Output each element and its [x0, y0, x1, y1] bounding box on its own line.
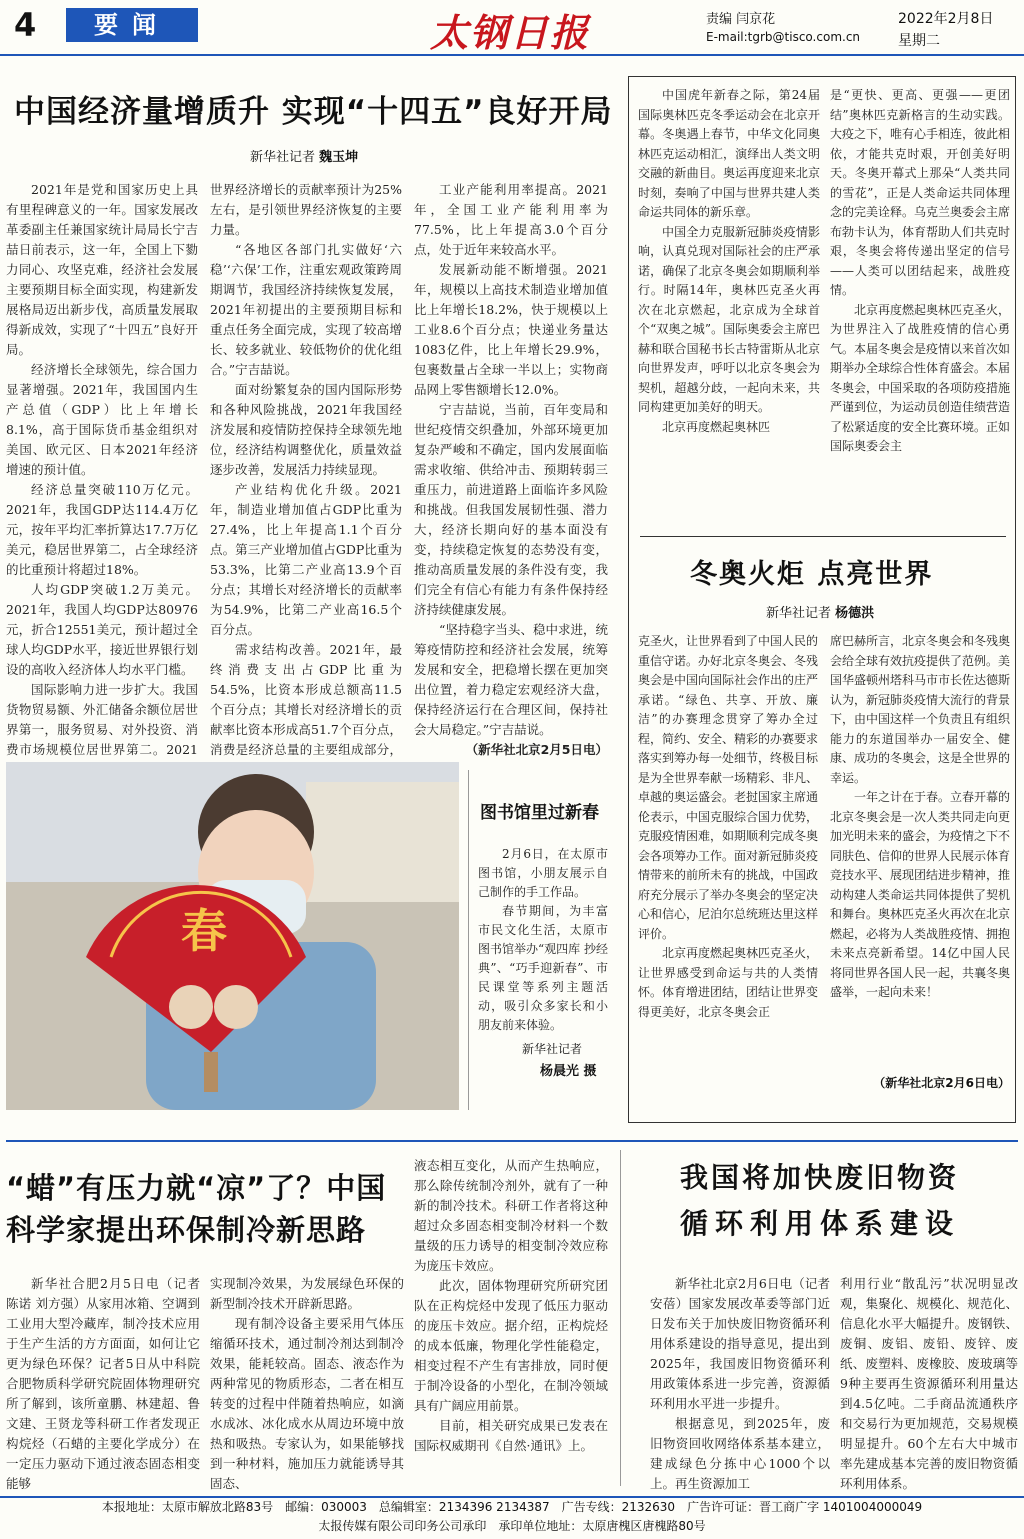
olympic-col1 [638, 86, 820, 522]
article2-dateline: （新华社北京2月6日电） [873, 1076, 1010, 1090]
paragraph: 春节期间，为丰富市民文化生活，太原市图书馆举办“观四库 抄经典”、“巧手迎新春”、市民课堂等系列主题活动，吸引众多家长和小朋友前来体验。 [478, 904, 608, 1032]
paragraph: 北京再度燃起奥林匹克圣火，让世界感受到命运与共的人类情怀。体育增进团结，团结让世界变得更美好，北京冬奥会正 [638, 946, 819, 1019]
paragraph: 需求结构改善。2021年，最终消费支出占GDP比重为54.5%，比资本形成总额高11.5个百分点；其增长对经济增长的贡献率比资本形成高51.7个百分点，消费是经济总量的主要组成部分， [210, 642, 402, 757]
paragraph: “各地区各部门扎实做好‘六稳’‘六保’工作，注重宏观政策跨周期调节，我国经济持续恢复发展，2021年初提出的主要预期目标和重点任务全面完成，实现了较高增长、较多就业、较低物价的优化组合。”宁吉喆说。 [210, 242, 402, 377]
fan-character: 春 [181, 904, 227, 958]
photo-credit-name: 杨晨光 摄 [540, 1064, 597, 1079]
paragraph: 利用行业“散乱污”状况明显改观，集聚化、规模化、规范化、信息化水平大幅提升。废钢铁、废铜、废铝、废铅、废锌、废纸、废塑料、废橡胶、废玻璃等9种主要再生资源循环利用量达到4.5亿吨。二手商品流通秩序和交易行为更加规范，交易规模明显提升。60个左右大中城市率先建成基本完善的废旧物资循环利用体系。 [840, 1276, 1018, 1491]
paragraph: 实现制冷效果，为发展绿色环保的新型制冷技术开辟新思路。 [210, 1276, 404, 1311]
photo-credit-prefix: 新华社记者 [522, 1042, 583, 1056]
paragraph: 北京再度燃起奥林匹克圣火，为世界注入了战胜疫情的信心勇气。本届冬奥会是疫情以来首次如期举办全球综合性体育盛会。本届冬奥会，中国采取的各项防疫措施严谨到位，为运动员创造佳绩营造了松紧适度的安全比赛环境。正如国际奥委会主 [830, 302, 1011, 453]
article4-divider [620, 1150, 621, 1486]
paragraph: 人均GDP突破1.2万美元。2021年，我国人均GDP达80976元，折合12551美元，预计超过全球人均GDP水平，接近世界银行划设的高收入经济体人均水平门槛。 [6, 582, 198, 677]
paragraph: 面对纷繁复杂的国内国际形势和各种风险挑战，2021年我国经济发展和疫情防控保持全球领先地位，经济结构调整优化，质量效益逐步改善，发展活力持续显现。 [210, 382, 402, 477]
page-number: 4 [14, 6, 37, 44]
paragraph: 宁吉喆说，当前，百年变局和世纪疫情交织叠加，外部环境更加复杂严峻和不确定，国内发展面临需求收缩、供给冲击、预期转弱三重压力，前进道路上面临许多风险和挑战。但我国发展韧性强、潜力大，经济长期向好的基本面没有变，持续稳定恢复的态势没有变，推动高质量发展的条件没有变，我们完全有信心有能力有条件保持经济持续健康发展。 [414, 402, 608, 617]
article1-title: 中国经济量增质升 实现“十四五”良好开局 [14, 94, 613, 130]
editor-credit: 责编 闫京花 [706, 12, 776, 27]
paragraph: 世界经济增长的贡献率预计为25%左右，是引领世界经济恢复的主要力量。 [210, 182, 402, 237]
page-header [0, 0, 1024, 56]
paragraph: 席巴赫所言，北京冬奥会和冬残奥会给全球有效抗疫提供了范例。美国华盛顿州塔科马市市长佐达德斯认为，新冠肺炎疫情大流行的背景下，由中国这样一个负责且有组织能力的东道国举办一届安全、健康、成功的冬奥会，这是全世界的幸运。 [830, 634, 1011, 785]
article2-byline [766, 602, 874, 621]
article1-byline [250, 146, 358, 165]
page-footer [0, 1496, 1024, 1539]
byline-prefix: 新华社记者 [250, 150, 316, 165]
paragraph: 新华社合肥2月5日电（记者 陈诺 刘方强）从家用冰箱、空调到工业用大型冷藏库，制冷技术应用于生产生活的方方面面，如何让它更为绿色环保？记者5日从中科院合肥物质科学研究院固体物理研究所了解到，该所童鹏、林建超、鲁文建、王贤龙等科研工作者发现正构烷烃（石蜡的主要化学成分）在一定压力驱动下通过液态固态相变能够 [6, 1276, 200, 1491]
paragraph: 2月6日，在太原市图书馆，小朋友展示自己制作的手工作品。 [478, 847, 608, 899]
paragraph: 北京再度燃起奥林匹 [662, 419, 771, 434]
paragraph: 现有制冷设备主要采用气体压缩循环技术，通过制冷剂达到制冷效果，能耗较高。固态、液态作为两种常见的物质形态，二者在相互转变的过程中伴随着热响应，如滴水成冰、冰化成水从周边环境中放热和吸热。专家认为，如果能够找到一种材料，施加压力就能诱导其固态、 [210, 1316, 404, 1491]
editor-email: E-mail:tgrb@tisco.com.cn [706, 30, 861, 44]
article1-col3 [414, 180, 608, 757]
issue-weekday: 星期二 [898, 33, 940, 49]
paragraph: 产业结构优化升级。2021年，制造业增加值占GDP比重为27.4%，比上年提高1.1个百分点。第三产业增加值占GDP比重为53.3%，比第二产业高13.9个百分点；其增长对经济增长的贡献率为54.9%，比第二产业高16.5个百分点。 [210, 482, 402, 637]
footer-printer: 太报传媒有限公司印务公司承印 承印单位地址：太原唐槐区唐槐路80号 [318, 1519, 706, 1533]
article1-col1 [6, 180, 198, 757]
paragraph: 中国虎年新春之际，第24届国际奥林匹克冬季运动会在北京开幕。冬奥遇上春节，中华文化同奥林匹克运动相汇，演绎出人类文明交融的新曲目。奥运再度迎来北京时刻，奏响了中国与世界共建人类命运共同体的新乐章。 [638, 88, 820, 219]
article4-title-line1: 我国将加快废旧物资 [680, 1161, 960, 1194]
article1-dateline: （新华社北京2月5日电） [465, 742, 608, 757]
paragraph: 经济增长全球领先，综合国力显著增强。2021年，我国国内生产总值（GDP）比上年增长8.1%，高于国际货币基金组织对美国、欧元区、日本2021年经济增速的预计值。 [6, 362, 198, 477]
news-photo [6, 762, 459, 1110]
paragraph: 新华社北京2月6日电（记者 安蓓）国家发展改革委等部门近日发布关于加快废旧物资循环利用体系建设的指导意见，提出到2025年，我国废旧物资循环利用政策体系进一步完善，资源循环利用水平进一步提升。 [650, 1276, 830, 1411]
paragraph: 工业产能利用率提高。2021年，全国工业产能利用率为77.5%，比上年提高3.0个百分点，处于近年来较高水平。 [414, 182, 608, 257]
paragraph: 克圣火，让世界看到了中国人民的重信守诺。办好北京冬奥会、冬残奥会是中国向国际社会作出的庄严承诺。“绿色、共享、开放、廉洁”的办赛理念贯穿了筹办全过程，简约、安全、精彩的办赛要求落实到筹办每一处细节，终极目标是为全世界奉献一场精彩、非凡、卓越的奥运盛会。老挝国家主席通伦表示，中国克服综合国力优势，克服疫情困难，如期顺利完成冬奥会各项筹办工作。面对新冠肺炎疫情带来的前所未有的挑战，中国政府充分展示了举办冬奥会的坚定决心和信心，尼泊尔总统班达里这样评价。 [638, 634, 819, 941]
byline-prefix: 新华社记者 [766, 606, 832, 621]
masthead-logo: 太钢日报 [430, 10, 591, 55]
photo-divider [468, 770, 469, 1110]
footer-address: 本报地址：太原市解放北路83号 邮编：030003 总编辑室：2134396 2134387 广告专线：2132630 广告许可证：晋工商广字 1401004000049 [101, 1500, 923, 1514]
article2-col1 [638, 632, 818, 1088]
section-badge: 要闻 [66, 8, 198, 42]
article2-col2 [830, 632, 1010, 1072]
paragraph: 目前，相关研究成果已发表在国际权威期刊《自然·通讯》上。 [414, 1418, 608, 1453]
article4-title-line2: 循环利用体系建设 [680, 1207, 961, 1240]
photo-illustration [6, 762, 459, 1110]
article2-title: 冬奥火炬 点亮世界 [690, 559, 934, 590]
article4-col1 [650, 1274, 830, 1491]
article3-col1 [6, 1274, 200, 1491]
article3-col3 [414, 1156, 608, 1486]
article4-col2 [840, 1274, 1018, 1491]
article1-col2 [210, 180, 402, 757]
paragraph: 经济总量突破110万亿元。2021年，我国GDP达114.4万亿元，按年平均汇率折算达17.7万亿美元，稳居世界第二，占全球经济的比重预计将超过18%。 [6, 482, 198, 577]
paragraph: 国际影响力进一步扩大。我国货物贸易额、外汇储备余额位居世界第一，服务贸易、对外投资、消费市场规模位居世界第二。2021 [6, 682, 198, 757]
paragraph: 液态相互变化，从而产生热响应，那么除传统制冷剂外，就有了一种新的制冷技术。科研工作者将这种超过众多固态相变制冷材料一个数量级的压力诱导的相变制冷效应称为庞压卡效应。 [414, 1158, 608, 1273]
article3-col2 [210, 1274, 404, 1491]
byline-name: 魏玉坤 [319, 150, 359, 165]
paragraph: 中国全力克服新冠肺炎疫情影响，认真兑现对国际社会的庄严承诺，确保了北京冬奥会如期顺利举行。时隔14年，奥林匹克圣火再次在北京燃起，北京成为全球首个“双奥之城”。国际奥委会主席巴赫和联合国秘书长古特雷斯从北京向世界发声，呼吁以北京冬奥会为契机，超越分歧，一起向未来，共同构建更加美好的明天。 [638, 224, 820, 414]
paragraph: 是“更快、更高、更强——更团结”奥林匹克新格言的生动实践。大疫之下，唯有心手相连，彼此相依，才能共克时艰，开创美好明天。冬奥开幕式上那朵“人类共同的雪花”，正是人类命运共同体理念的完美诠释。乌克兰奥委会主席布勃卡认为，体育帮助人们共克时艰，冬奥会将传递出坚定的信号——人类可以团结起来，战胜疫情。 [830, 88, 1011, 297]
paragraph: “坚持稳字当头、稳中求进，统筹疫情防控和经济社会发展，统筹发展和安全，把稳增长摆在更加突出位置，着力稳定宏观经济大盘，保持经济运行在合理区间，保持社会大局稳定。”宁吉喆说。 [414, 622, 608, 737]
article3-title-line2: 科学家提出环保制冷新思路 [6, 1213, 367, 1247]
paragraph: 此次，固体物理研究所研究团队在正构烷烃中发现了低压力驱动的庞压卡效应。据介绍，正构烷烃的成本低廉，物理化学性能稳定，相变过程不产生有害排放，同时便于制冷设备的小型化，在制冷领域具有广阔应用前景。 [414, 1278, 608, 1413]
article3-title-line1: “蜡”有压力就“凉”了？中国 [6, 1171, 387, 1205]
issue-date: 2022年2月8日 [898, 11, 994, 27]
section-divider [6, 1140, 1018, 1142]
olympic-col2 [830, 86, 1010, 522]
photo-news-title: 图书馆里过新春 [480, 803, 599, 823]
paragraph: 根据意见，到2025年，废旧物资回收网络体系基本建立，建成绿色分拣中心1000个以上。再生资源加工 [650, 1416, 830, 1491]
paragraph: 一年之计在于春。立春开幕的北京冬奥会是一次人类共同走向更加光明未来的盛会，为疫情之下不同肤色、信仰的世界人民展示体育竞技水平、展现团结进步精神，推动构建人类命运共同体提供了契机和舞台。奥林匹克圣火再次在北京燃起，必将为人类战胜疫情、拥抱未来点亮新希望。14亿中国人民将同世界各国人民一起，共襄冬奥盛举，一起向未来！ [830, 790, 1011, 999]
paragraph: 发展新动能不断增强。2021年，规模以上高技术制造业增加值比上年增长18.2%，快于规模以上工业8.6个百分点；快递业务量达1083亿件，比上年增长29.9%，包裹数量占全球一半以上；实物商品网上零售额增长12.0%。 [414, 262, 608, 397]
paragraph: 2021年是党和国家历史上具有里程碑意义的一年。国家发展改革委副主任兼国家统计局局长宁吉喆日前表示，这一年，全国上下勠力同心、攻坚克难，经济社会发展主要预期目标全面实现，构建新发展格局迈出新步伐，高质量发展取得新成效，实现了“十四五”良好开局。 [6, 182, 198, 357]
byline-name: 杨德洪 [835, 606, 875, 621]
photo-caption [478, 845, 608, 1055]
olympic-divider [640, 536, 1006, 537]
